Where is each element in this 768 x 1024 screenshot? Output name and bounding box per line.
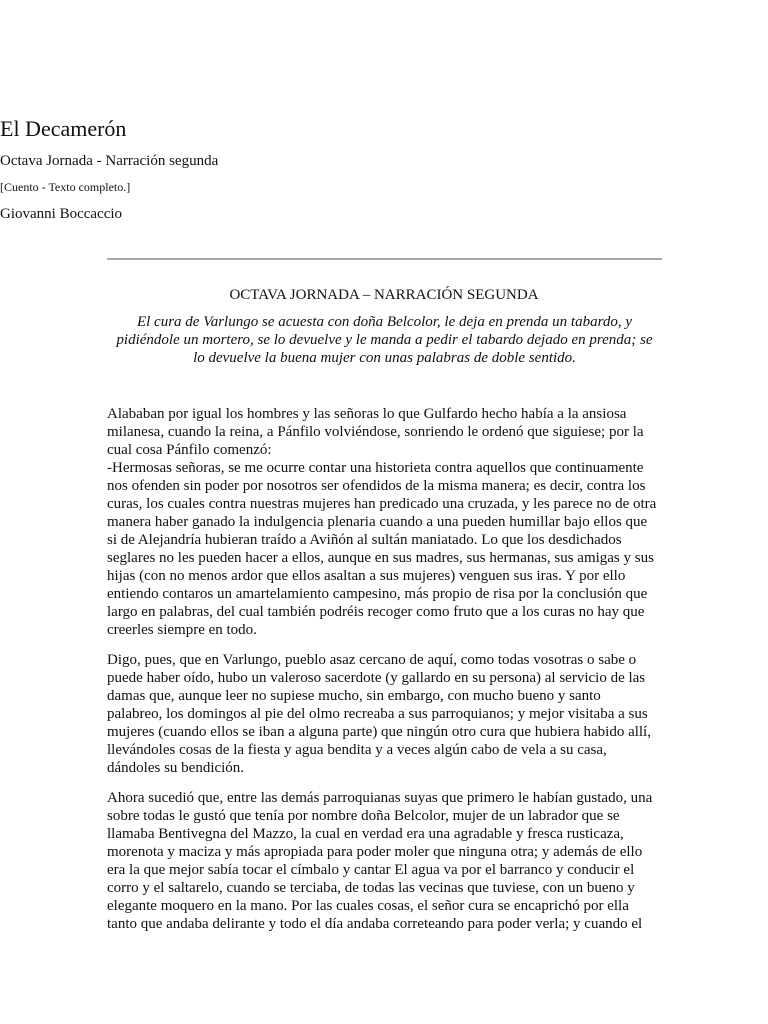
text-line: palabreo, los domingos al pie del olmo recreaba a sus parroquianos; y mejor visitaba a sus bbox=[107, 706, 648, 722]
document-subtitle: Octava Jornada - Narración segunda bbox=[0, 153, 219, 169]
text-line: si de Alejandría hubieran traído a Aviñón al sultán maniatado. Lo que los desdichados bbox=[107, 532, 622, 548]
text-line: era la que mejor sabía tocar el címbalo y cantar El agua va por el barranco y conducir el bbox=[107, 862, 635, 878]
text-line: Ahora sucedió que, entre las demás parroquianas suyas que primero le habían gustado, una bbox=[107, 790, 653, 806]
text-line: Digo, pues, que en Varlungo, pueblo asaz cercano de aquí, como todas vosotras o sabe o bbox=[107, 652, 637, 668]
text-line: manera haber ganado la indulgencia plenaria cuando a una pueden humillar bajo ellos que bbox=[107, 514, 648, 530]
section-heading: OCTAVA JORNADA – NARRACIÓN SEGUNDA bbox=[229, 287, 539, 303]
text-line: creerles siempre en todo. bbox=[107, 622, 257, 638]
text-line: sobre todas le gustó que tenía por nombre doña Belcolor, mujer de un labrador que se bbox=[107, 808, 620, 824]
summary-line: El cura de Varlungo se acuesta con doña Belcolor, le deja en prenda un tabardo, y bbox=[136, 314, 633, 330]
text-line: seglares no les pueden hacer a ellos, aunque en sus madres, sus hermanas, sus amigas y sus bbox=[107, 550, 654, 566]
section-summary bbox=[107, 313, 662, 367]
text-line: -Hermosas señoras, se me ocurre contar una historieta contra aquellos que continuamente bbox=[107, 460, 644, 476]
text-line: curas, los cuales contra nuestras mujeres han predicado una cruzada, y les parece no de otra bbox=[107, 496, 657, 512]
text-line: milanesa, cuando la reina, a Pánfilo volviéndose, sonriendo le ordenó que siguiese; por la bbox=[107, 424, 644, 440]
summary-line: lo devuelve la buena mujer con unas palabras de doble sentido. bbox=[193, 350, 576, 366]
text-line: dándoles su bendición. bbox=[107, 760, 245, 776]
text-line: llevándoles cosas de la fiesta y agua bendita y a veces algún cabo de vela a su casa, bbox=[107, 742, 607, 758]
document-title: El Decamerón bbox=[0, 116, 127, 141]
text-line: nos ofenden sin poder por nosotros ser ofendidos de la misma manera; es decir, contra los bbox=[107, 478, 646, 494]
text-line: llamaba Bentivegna del Mazzo, la cual en verdad era una agradable y fresca rusticaza, bbox=[107, 826, 624, 842]
text-line: elegante moquero en la mano. Por las cuales cosas, el señor cura se encaprichó por ella bbox=[107, 898, 629, 914]
paragraph bbox=[107, 405, 662, 639]
body-text bbox=[107, 405, 662, 945]
text-line: largo en palabras, del cual también podréis recoger como fruto que a los curas no hay que bbox=[107, 604, 645, 620]
text-line: tanto que andaba delirante y todo el día andaba correteando para poder verla; y cuando el bbox=[107, 916, 643, 932]
text-line: morenota y maciza y más apropiada para poder moler que ninguna otra; y además de ello bbox=[107, 844, 643, 860]
horizontal-divider bbox=[107, 258, 662, 260]
paragraph bbox=[107, 789, 662, 933]
text-line: damas que, aunque leer no supiese mucho, sin embargo, con mucho bueno y santo bbox=[107, 688, 601, 704]
text-line: cual cosa Pánfilo comenzó: bbox=[107, 442, 272, 458]
document-note: [Cuento - Texto completo.] bbox=[0, 180, 131, 194]
summary-line: pidiéndole un mortero, se lo devuelve y le manda a pedir el tabardo dejado en prenda; se bbox=[116, 332, 653, 348]
text-line: mujeres (cuando ellos se iban a alguna parte) que ningún otro cura que hubiera habido allí, bbox=[107, 724, 651, 740]
text-line: corro y el saltarelo, cuando se terciaba, de todas las vecinas que tuviese, con un bueno y bbox=[107, 880, 635, 896]
paragraph bbox=[107, 651, 662, 777]
text-line: hijas (con no menos ardor que ellos asaltan a sus mujeres) venguen sus iras. Y por ello bbox=[107, 568, 626, 584]
text-line: puede haber oído, hubo un valeroso sacerdote (y gallardo en su persona) al servicio de las bbox=[107, 670, 646, 686]
text-line: Alababan por igual los hombres y las señoras lo que Gulfardo hecho había a la ansiosa bbox=[107, 406, 627, 422]
text-line: entiendo contaros un amartelamiento campesino, más propio de risa por la conclusión que bbox=[107, 586, 648, 602]
document-author: Giovanni Boccaccio bbox=[0, 206, 123, 222]
